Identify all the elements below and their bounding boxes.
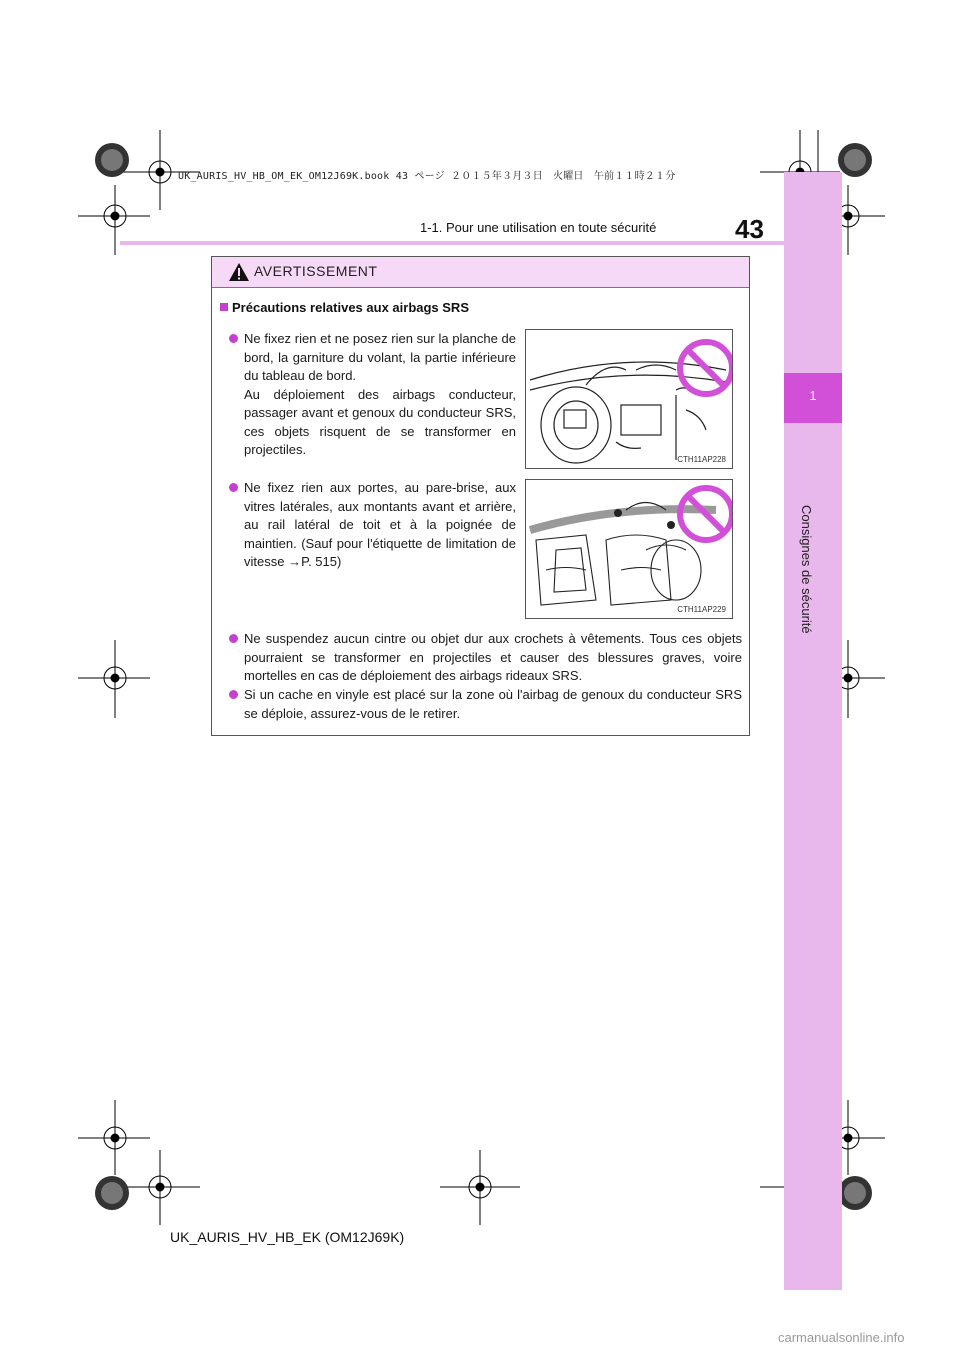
cabin-illustration: [526, 480, 732, 618]
bullet-dot-icon: [229, 634, 238, 643]
warning-item-3: [244, 630, 742, 686]
warning-item-2-line-1: Ne fixez rien aux portes, au pare-brise, aux vitres latérales, aux montants avant et arrière, au rail latéral de toit et à la poignée de maintien. (Sauf pour l'étiquette de limitation de vitesse →P. 515): [244, 480, 516, 569]
warning-subheading: Précautions relatives aux airbags SRS: [232, 300, 469, 315]
chapter-side-tab: [784, 172, 842, 1290]
print-metadata: UK_AURIS_HV_HB_OM_EK_OM12J69K.book 43 ページ ２０１５年３月３日 火曜日 午前１１時２１分: [178, 171, 676, 182]
warning-item-1-line-1: Ne fixez rien et ne posez rien sur la planche de bord, la garniture du volant, la partie inférieure du tableau de bord.: [244, 331, 516, 383]
watermark: carmanualsonline.info: [778, 1330, 905, 1345]
warning-item-1-line-2: Au déploiement des airbags conducteur, passager avant et genoux du conducteur SRS, ces objets risquent de se transformer en projectiles.: [244, 386, 516, 457]
figure-2-code: CTH11AP229: [677, 605, 726, 614]
warning-item-3-line-1: Ne suspendez aucun cintre ou objet dur aux crochets à vêtements. Tous ces objets pourraient se transformer en projectiles et causer des blessures graves, voire mortelles en cas de déploiement des airbags rideaux SRS.: [244, 631, 742, 683]
chapter-number: 1: [809, 388, 817, 403]
figure-1-code: CTH11AP228: [677, 455, 726, 464]
warning-title: AVERTISSEMENT: [254, 263, 378, 279]
chapter-label: Consignes de sécurité: [799, 505, 814, 634]
dashboard-illustration: [526, 330, 732, 468]
square-bullet-icon: [220, 303, 228, 311]
bullet-dot-icon: [229, 690, 238, 699]
header-rule: [120, 241, 785, 245]
footer-doc-code: UK_AURIS_HV_HB_EK (OM12J69K): [170, 1229, 405, 1245]
figure-cabin: [525, 479, 733, 619]
warning-item-4: [244, 686, 742, 723]
section-header: 1-1. Pour une utilisation en toute sécurité: [420, 220, 657, 235]
warning-triangle-icon: [228, 262, 250, 282]
figure-dashboard: [525, 329, 733, 469]
warning-item-4-line-1: Si un cache en vinyle est placé sur la zone où l'airbag de genoux du conducteur SRS se déploie, assurez-vous de le retirer.: [244, 687, 742, 721]
bullet-dot-icon: [229, 483, 238, 492]
bullet-dot-icon: [229, 334, 238, 343]
warning-item-2: [244, 479, 516, 572]
page-number: 43: [735, 214, 764, 244]
warning-item-1: [244, 330, 516, 460]
